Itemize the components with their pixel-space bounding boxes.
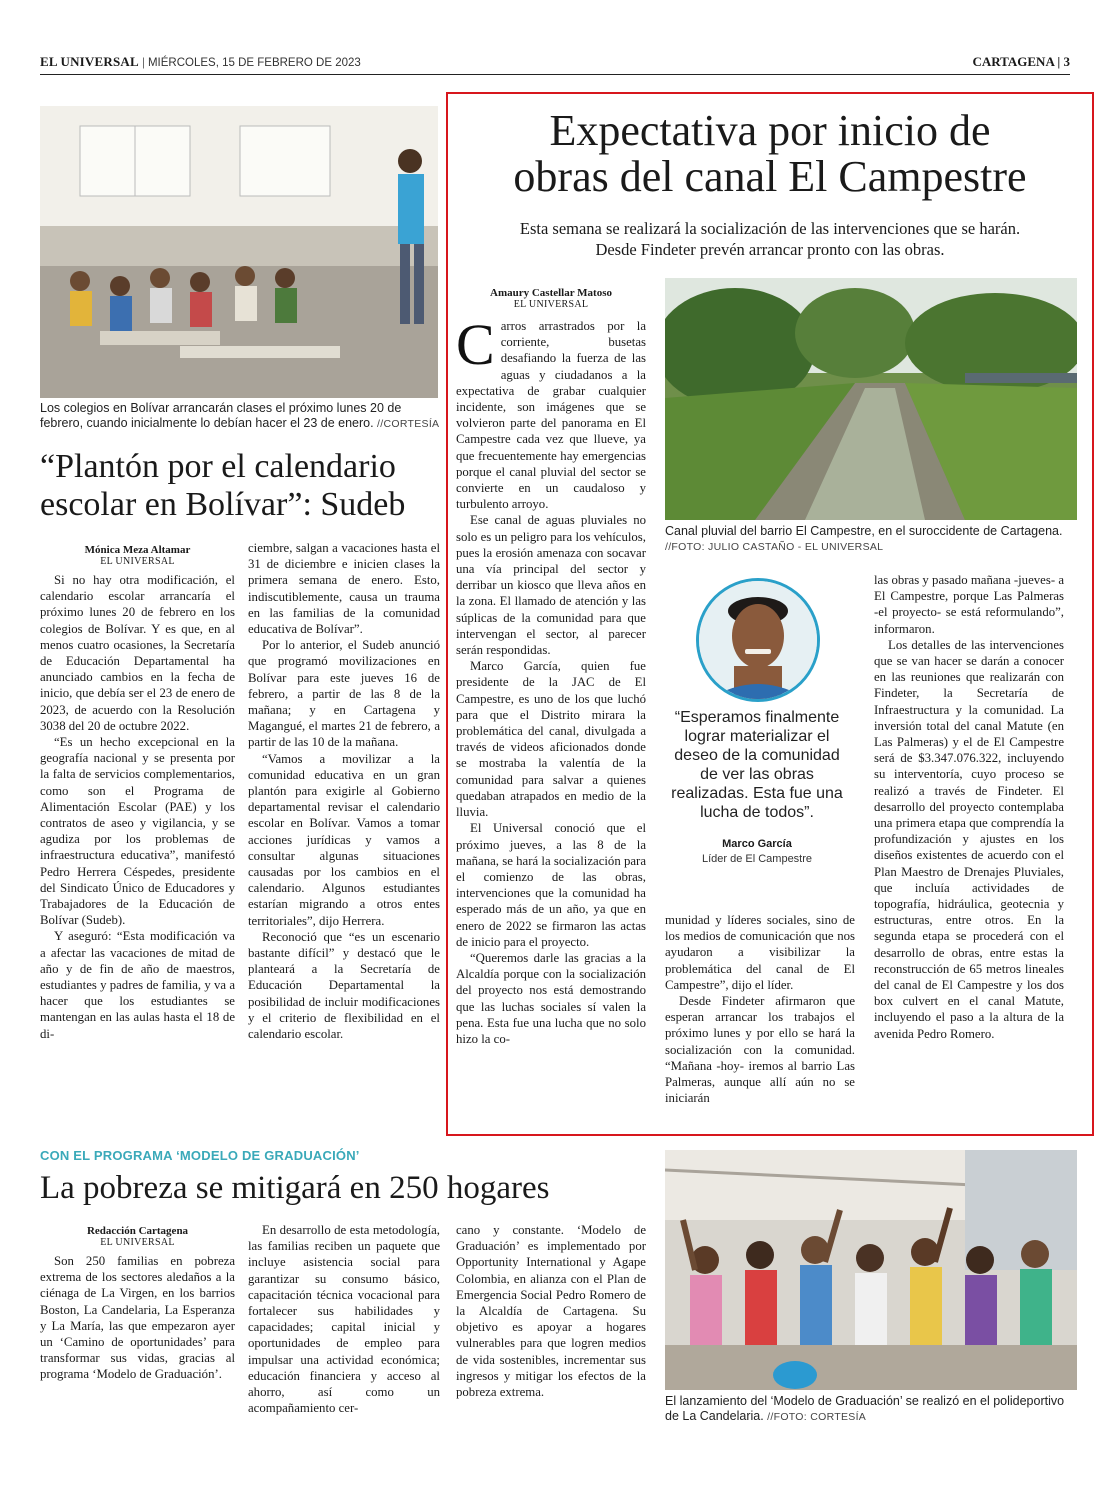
photo-credit: //CORTESÍA	[377, 418, 440, 430]
paragraph: las obras y pasado mañana -jueves- a El Campestre, porque Las Palmeras -el proyecto- se está reformulando”, informaron.	[874, 573, 1064, 636]
campestre-headline	[450, 108, 1090, 200]
dek-line-2: Desde Findeter prevén arrancar pronto con las obras.	[595, 240, 945, 259]
section-name: CARTAGENA	[972, 54, 1055, 69]
paragraph: Desde Findeter afirmaron que esperan arrancar los trabajos el próximo lunes y por ello se hará la socialización con la comunidad. “Mañana -hoy- iremos al barrio Las Palmeras, aunque allí aún no se iniciarán	[665, 994, 855, 1106]
pull-quote-name: Marco García	[722, 838, 792, 850]
paragraph: Reconoció que “es un escenario bastante difícil” y destacó que le planteará a la Secretaría de Educación Departamental la posibilidad de incluir modificaciones y el criterio de flexibilidad en el calendario escolar.	[248, 929, 440, 1042]
page-number: 3	[1063, 54, 1070, 69]
paragraph: Por lo anterior, el Sudeb anunció que programó movilizaciones en Bolívar para este jueves 16 de febrero, a partir de las 8 de la mañana; y en Cartagena y Magangué, el martes 21 de febrero, a partir de las 10 de la mañana.	[248, 638, 440, 750]
campestre-column-2	[665, 912, 855, 1106]
lead-paragraph	[456, 312, 646, 512]
byline-name: Amaury Castellar Matoso	[490, 287, 612, 299]
masthead-left	[40, 54, 361, 70]
paragraph: Ese canal de aguas pluviales no solo es un peligro para los vehículos, pues la erosión amenaza con socavar una vía principal del sector y derribar un kiosco que lleva años en la zona. El llamado de atención y las súplicas de la comunidad para que intervengan el sector, al parecer serán respondidas.	[456, 513, 646, 658]
paragraph: “Vamos a movilizar a la comunidad educativa en un gran plantón para exigirle al Gobierno departamental revisar el calendario escolar en Bolívar. Vamos a tomar acciones jurídicas y vamos a consultar algunas situaciones causadas por los cambios en el calendario. Algunos estudiantes estarían migrando a otros entes territoriales”, dijo Herrera.	[248, 751, 440, 928]
campestre-byline	[456, 287, 646, 311]
paragraph: munidad y líderes sociales, sino de los medios de comunicación que nos ayudaron a visibilizar la problemática del canal de El Campestre”, dijo el líder.	[665, 913, 855, 992]
canal-photo	[665, 278, 1077, 520]
photo-credit: //FOTO: JULIO CASTAÑO - EL UNIVERSAL	[665, 541, 884, 553]
photo-credit: //FOTO: CORTESÍA	[767, 1411, 867, 1423]
paragraph: Son 250 familias en pobreza extrema de los sectores aledaños a la ciénaga de La Virgen, en los barrios Boston, La Candelaria, La Esperanza y La María, las que empezaron ayer un ‘Camino de oportunidades’ para transformar sus vidas, gracias al programa ‘Modelo de Graduación’.	[40, 1254, 235, 1382]
paragraph: ciembre, salgan a vacaciones hasta el 31 de diciembre e inicien clases la primera semana de enero. Esto, indiscutiblemente, causa un trauma en las familias de la comunidad educativa de Bolívar”.	[248, 541, 440, 637]
byline-outlet: EL UNIVERSAL	[100, 556, 175, 567]
byline-outlet: EL UNIVERSAL	[513, 299, 589, 310]
pobreza-headline: La pobreza se mitigará en 250 hogares	[40, 1170, 550, 1206]
pobreza-column-1	[40, 1253, 235, 1383]
canal-photo-caption	[665, 524, 1080, 555]
masthead	[40, 52, 1070, 75]
byline-name: Mónica Meza Altamar	[84, 544, 191, 556]
sudeb-headline: “Plantón por el calendario escolar en Bolívar”: Sudeb	[40, 448, 406, 523]
sudeb-column-2	[248, 540, 440, 1042]
marco-garcia-portrait	[696, 578, 820, 702]
masthead-separator: |	[142, 54, 148, 69]
campestre-column-1	[456, 312, 646, 1047]
masthead-right	[972, 54, 1070, 70]
byline-name: Redacción Cartagena	[86, 1225, 189, 1237]
sudeb-column-1	[40, 572, 235, 1042]
graduation-photo-caption	[665, 1394, 1080, 1425]
sudeb-byline	[40, 544, 235, 568]
classroom-photo-caption	[40, 401, 440, 432]
pobreza-kicker: CON EL PROGRAMA ‘MODELO DE GRADUACIÓN’	[40, 1148, 360, 1163]
pull-quote-role: Líder de El Campestre	[701, 853, 813, 865]
masthead-separator: |	[1057, 54, 1064, 69]
headline-line-2: obras del canal El Campestre	[513, 152, 1027, 201]
classroom-photo	[40, 106, 438, 398]
paragraph: cano y constante. ‘Modelo de Graduación’ es implementado por Opportunity International y Agape Colombia, en alianza con el Plan de Emergencia Social Pedro Romero de la Alcaldía de Cartagena. Su objetivo es apoyar a hogares vulnerables para que logren medios de vida sostenibles, incrementar sus ingresos y mitigar los efectos de la pobreza extrema.	[456, 1223, 646, 1400]
paragraph: Si no hay otra modificación, el calendario escolar arrancaría el próximo lunes 20 de febrero en los colegios de Bolívar. Y es que, en al menos cuatro ocasiones, la Secretaría de Educación Departamental ha anunciado cambios en la fecha de inicio, que debía ser el 23 de enero de 2023, de acuerdo con la Resolución 3038 del 20 de octubre 2022.	[40, 573, 235, 733]
headline-line-1: Expectativa por inicio de	[549, 106, 991, 155]
pull-quote: “Esperamos finalmente lograr materializar el deseo de la comunidad de ver las obras realizadas. Esta fue una lucha de todos”.	[671, 709, 843, 821]
paragraph: Y aseguró: “Esta modificación va a afectar las vacaciones de mitad de año y de fin de año de maestros, estudiantes y padres de familia, y va a hacer que los estudiantes se mantengan en las aulas hasta el 18 de di-	[40, 929, 235, 1041]
paragraph: En desarrollo de esta metodología, las familias reciben un paquete que incluye asistencia social para garantizar su consumo básico, capacitación técnica vocacional para fortalecer sus habilidades y capacidades; capital inicial y oportunidades de empleo para impulsar una actividad económica; educación financiera y acceso al ahorro, así como un acompañamiento cer-	[248, 1223, 440, 1416]
paragraph: “Es un hecho excepcional en la geografía nacional y se presenta por la falta de servicios complementarios, como son el Programa de Alimentación Escolar (PAE) y los contratos de aseo y vigilancia, y se agudiza por los problemas de infraestructura educativa”, manifestó Pedro Herrera Céspedes, presidente del Sindicato Único de Educadores y Trabajadores de la Educación de Bolívar (Sudeb).	[40, 735, 235, 928]
caption-text: El lanzamiento del ‘Modelo de Graduación’ se realizó en el polideportivo de La Candelaria.	[665, 1394, 1065, 1423]
dek-line-1: Esta semana se realizará la socialización de las intervenciones que se harán.	[519, 219, 1021, 238]
edition-date: MIÉRCOLES, 15 DE FEBRERO DE 2023	[147, 57, 361, 69]
paragraph: Marco García, quien fue presidente de la JAC de El Campestre, es uno de los que luchó para que el Distrito mirara la problemática del canal, divulgada a través de videos aficionados donde se mostraba la valentía de la comunidad para salvar a quienes quedaban atrapados en medio de la lluvia.	[456, 659, 646, 820]
campestre-dek	[450, 218, 1090, 260]
publication-name: EL UNIVERSAL	[40, 54, 139, 69]
pobreza-byline	[40, 1225, 235, 1249]
byline-outlet: EL UNIVERSAL	[100, 1237, 175, 1248]
paragraph: “Queremos darle las gracias a la Alcaldía porque con la socialización del proyecto nos está demostrando que las luchas sociales sí valen la pena. Esta fue una lucha que no solo hizo la co-	[456, 950, 646, 1046]
graduation-event-photo	[665, 1150, 1077, 1390]
dropcap: C	[456, 312, 495, 377]
paragraph: Los detalles de las intervenciones que se van hacer se darán a conocer en las reuniones que realizarán con Findeter, la Secretaría de Infraestructura y la comunidad. La inversión total del canal Matute (en Las Palmeras) y el de El Campestre será de $3.347.076.322, incluyendo su interventoría, cuyo proceso se realizó a través de Findeter. El desarrollo del proyecto contemplaba una primera etapa que comprendía la profundización y ajustes en los diseños existentes de acuerdo con el Plan Maestro de Drenajes Pluviales, que incluía actividades de topografía, hidráulica, geotecnia y estructuras, entre otros. En la segunda etapa se procederá con el desarrollo de obras, entre estas la reconstrucción de 65 metros lineales del canal de El Campestre y los dos box culvert en el canal Matute, incluyendo el paso a la altura de la avenida Pedro Romero.	[874, 637, 1064, 1041]
campestre-column-3	[874, 572, 1064, 1042]
caption-text: Los colegios en Bolívar arrancarán clases el próximo lunes 20 de febrero, cuando inicialmente lo debían hacer el 23 de enero.	[40, 401, 402, 430]
pobreza-column-2	[248, 1222, 440, 1416]
caption-text: Canal pluvial del barrio El Campestre, en el suroccidente de Cartagena.	[665, 524, 1063, 538]
paragraph: El Universal conoció que el próximo jueves, a las 8 de la mañana, se hará la socialización para el comienzo de las obras, intervenciones que la comunidad ha esperado más de un año, ya que en enero de 2022 se firmaron las actas de inicio para el proyecto.	[456, 821, 646, 949]
lead-text: arros arrastrados por la corriente, busetas desafiando la fuerza de las aguas y ciudadanos a la expectativa de grabar cualquier incidente, son imágenes que se volvieron parte del panorama en El Campestre cada vez que llueve, ya que frecuentemente hay emergencias porque el canal pluvial del sector se convierte en un caudaloso y turbulento arroyo.	[456, 319, 646, 512]
pobreza-column-3	[456, 1222, 646, 1400]
